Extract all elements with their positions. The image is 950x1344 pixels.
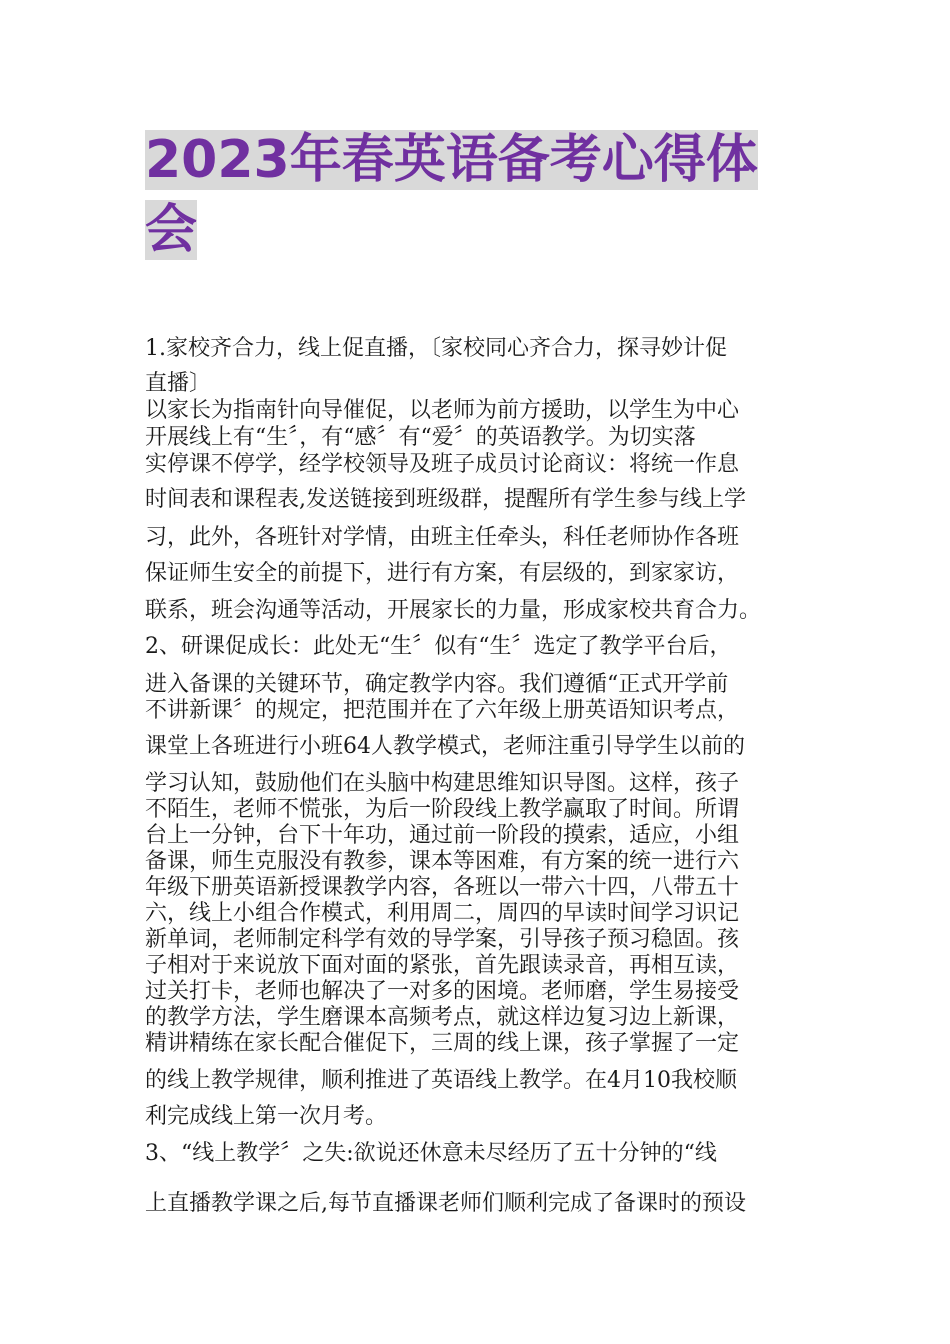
paragraph-3-line: 的教学方法，学生磨课本高频考点，就这样边复习边上新课， [145, 1005, 740, 1030]
paragraph-2-line: 时间表和课程表,发送链接到班级群，提醒所有学生参与线上学 [145, 487, 746, 512]
paragraph-3-line: 利完成线上第一次月考。 [145, 1104, 388, 1129]
paragraph-4-line: 3、“线上教学〞之失:欲说还休意未尽经历了五十分钟的“线 [145, 1141, 717, 1166]
paragraph-1-line: 1.家校齐合力，线上促直播，〔家校同心齐合力，探寻妙计促 [145, 336, 727, 361]
paragraph-3-line: 的线上教学规律，顺利推进了英语线上教学。在4月10我校顺 [145, 1068, 737, 1093]
paragraph-3-line: 备课，师生克服没有教参，课本等困难，有方案的统一进行六 [145, 849, 740, 874]
document-title [145, 125, 810, 265]
paragraph-2-line: 实停课不停学，经学校领导及班子成员讨论商议：将统一作息 [145, 452, 740, 477]
paragraph-2-line: 习，此外，各班针对学情，由班主任牵头，科任老师协作各班 [145, 525, 740, 550]
paragraph-1-line: 直播〕 [145, 371, 212, 396]
paragraph-3-line: 学习认知，鼓励他们在头脑中构建思维知识导图。这样，孩子 [145, 771, 740, 796]
paragraph-3-line: 课堂上各班进行小班64人教学模式，老师注重引导学生以前的 [145, 734, 745, 759]
paragraph-3-line: 进入备课的关键环节，确定教学内容。我们遵循“正式开学前 [145, 672, 729, 697]
paragraph-2-line: 保证师生安全的前提下，进行有方案，有层级的，到家家访， [145, 561, 740, 586]
paragraph-3-line: 新单词，老师制定科学有效的导学案，引导孩子预习稳固。孩 [145, 927, 740, 952]
title-line-1: 2023年春英语备考心得体 [145, 130, 758, 190]
paragraph-3-line: 过关打卡，老师也解决了一对多的困境。老师磨，学生易接受 [145, 979, 740, 1004]
paragraph-3-line: 子相对于来说放下面对面的紧张，首先跟读录音，再相互读， [145, 953, 740, 978]
paragraph-2-line: 以家长为指南针向导催促，以老师为前方援助，以学生为中心 [145, 398, 740, 423]
paragraph-3-line: 不陌生，老师不慌张，为后一阶段线上教学赢取了时间。所谓 [145, 797, 740, 822]
paragraph-3-line: 台上一分钟，台下十年功，通过前一阶段的摸索，适应，小组 [145, 823, 740, 848]
paragraph-3-line: 2、研课促成长：此处无“生〞似有“生〞选定了教学平台后， [145, 634, 732, 659]
paragraph-2-line: 联系，班会沟通等活动，开展家长的力量，形成家校共育合力。 [145, 598, 762, 623]
paragraph-3-line: 精讲精练在家长配合催促下，三周的线上课，孩子掌握了一定 [145, 1031, 740, 1056]
paragraph-3-line: 不讲新课〞的规定，把范围并在了六年级上册英语知识考点， [145, 698, 740, 723]
paragraph-3-line: 年级下册英语新授课教学内容，各班以一带六十四，八带五十 [145, 875, 740, 900]
paragraph-4-line: 上直播教学课之后,每节直播课老师们顺利完成了备课时的预设 [145, 1191, 746, 1216]
title-line-2: 会 [145, 200, 198, 260]
paragraph-2-line: 开展线上有“生〞，有“感〞有“爱〞的英语教学。为切实落 [145, 425, 696, 450]
paragraph-3-line: 六，线上小组合作模式，利用周二，周四的早读时间学习识记 [145, 901, 740, 926]
